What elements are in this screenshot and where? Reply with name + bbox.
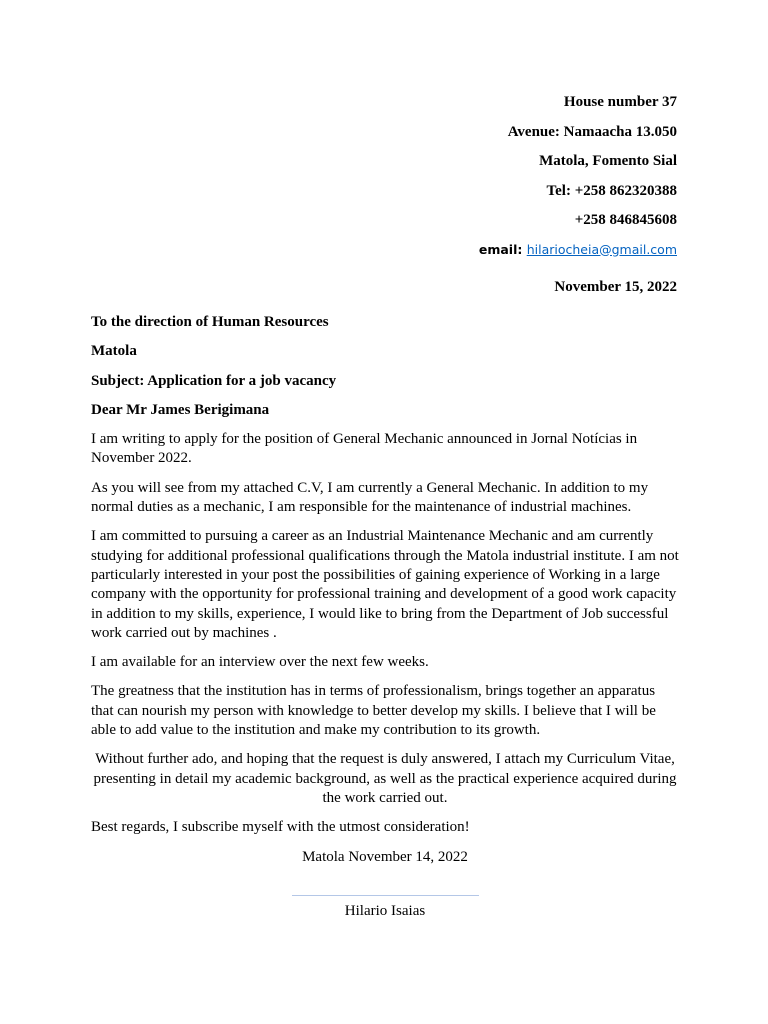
paragraph-6: Without further ado, and hoping that the request is duly answered, I attach my Curriculum Vitae, presenting in detail my academic background, as well as the practical experience acquired during the work carried out. [93, 751, 677, 806]
sender-house: House number 37 [563, 94, 677, 110]
letter-date: November 15, 2022 [554, 278, 677, 295]
recipient-to: To the direction of Human Resources [91, 314, 329, 330]
paragraph-5: The greatness that the institution has in terms of professionalism, brings together an apparatus that can nourish my person with knowledge to better develop my skills. I believe that I will be able to add value to the institution and make my contribution to its growth. [91, 683, 656, 739]
paragraph-3: I am committed to pursuing a career as an Industrial Maintenance Mechanic and am currently studying for additional professional qualifications through the Matola industrial institute. I am not particularly interested in your post the possibilities of gaining experience of Working in a large company with the opportunity for professional training and development of a good work capacity in addition to my skills, experience, I would like to bring from the Department of Job successful work carried out by machines . [91, 528, 679, 641]
sender-address-block [479, 92, 677, 306]
signature-line [292, 895, 479, 896]
email-link[interactable]: hilariocheia@gmail.com [526, 241, 677, 257]
salutation: Dear Mr James Berigimana [91, 401, 270, 418]
sender-city: Matola, Fomento Sial [539, 153, 677, 169]
place-date: Matola November 14, 2022 [302, 848, 468, 865]
closing: Best regards, I subscribe myself with the utmost consideration! [91, 819, 470, 836]
sender-avenue: Avenue: Namaacha 13.050 [507, 123, 677, 140]
sender-email-line [479, 240, 677, 277]
paragraph-1: I am writing to apply for the position of General Mechanic announced in Jornal Notícias in November 2022. [91, 431, 638, 467]
signature-name: Hilario Isaias [344, 902, 426, 919]
sender-tel-2: +258 846845608 [574, 212, 677, 228]
paragraph-2: As you will see from my attached C.V, I am currently a General Mechanic. In addition to my normal duties as a mechanic, I am responsible for the maintenance of industrial machines. [91, 479, 649, 516]
recipient-city: Matola [91, 343, 137, 360]
email-label: email: [478, 241, 527, 257]
sender-tel-1: Tel: +258 862320388 [546, 182, 677, 199]
letter-body [91, 313, 679, 921]
paragraph-4: I am available for an interview over the next few weeks. [91, 654, 429, 671]
letter-subject: Subject: Application for a job vacancy [91, 372, 337, 389]
